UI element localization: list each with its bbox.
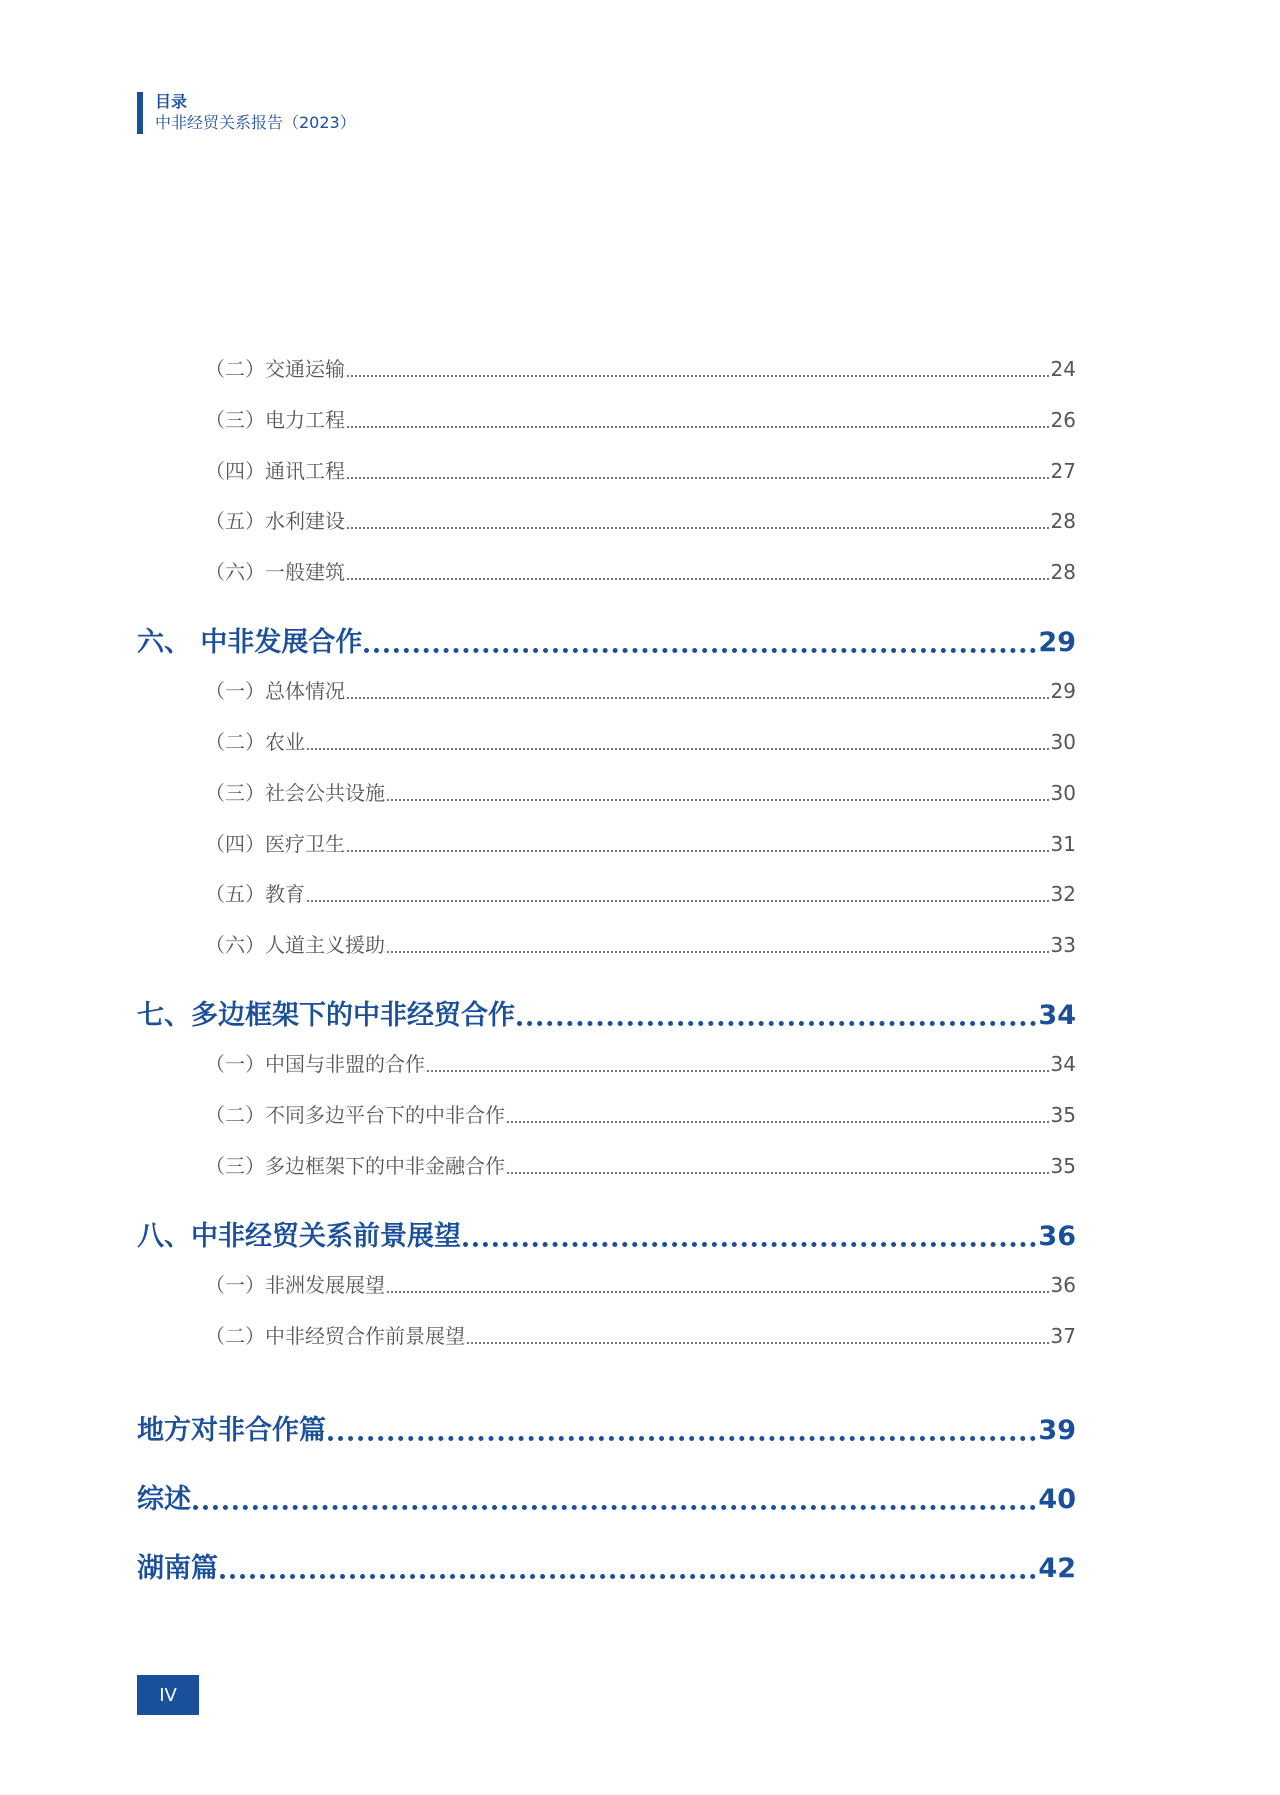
toc-entry-label: （一）总体情况 [205, 679, 345, 703]
toc-entry-label: （五）水利建设 [205, 509, 345, 533]
toc-entry[interactable] [205, 677, 1076, 705]
toc-entry-page: 36 [1050, 1273, 1076, 1297]
toc-entry-page: 33 [1050, 933, 1076, 957]
dot-leader [387, 1291, 1049, 1293]
toc-entry-label: （三）电力工程 [205, 408, 345, 432]
header-title: 目录 [155, 92, 188, 111]
dot-leader [517, 1021, 1036, 1026]
dot-leader [347, 527, 1049, 529]
dot-leader [307, 900, 1049, 902]
toc-entry-label: （二）农业 [205, 730, 305, 754]
dot-leader [507, 1172, 1049, 1174]
toc-chapter-label: 八、中非经贸关系前景展望 [137, 1221, 461, 1252]
toc-chapter-page: 34 [1038, 1000, 1076, 1031]
toc-part-label: 湖南篇 [137, 1553, 218, 1584]
toc-part-label: 综述 [137, 1484, 191, 1515]
header-subtitle: 中非经贸关系报告（2023） [155, 113, 356, 132]
toc-chapter[interactable] [137, 998, 1076, 1034]
toc-entry-label: （一）中国与非盟的合作 [205, 1052, 425, 1076]
toc-entry-page: 29 [1050, 679, 1076, 703]
dot-leader [347, 375, 1049, 377]
dot-leader [307, 748, 1049, 750]
toc-chapter-page: 36 [1038, 1221, 1076, 1252]
dot-leader [347, 426, 1049, 428]
toc-entry-page: 34 [1050, 1052, 1076, 1076]
dot-leader [427, 1070, 1049, 1072]
toc-part-label: 地方对非合作篇 [137, 1415, 326, 1446]
toc-entry[interactable] [205, 558, 1076, 586]
toc-part[interactable] [137, 1413, 1076, 1449]
toc-entry[interactable] [205, 355, 1076, 383]
toc-entry[interactable] [205, 728, 1076, 756]
toc-entry-page: 24 [1050, 357, 1076, 381]
dot-leader [347, 850, 1049, 852]
toc-entry[interactable] [205, 830, 1076, 858]
toc-entry-page: 35 [1050, 1103, 1076, 1127]
toc-entry[interactable] [205, 1050, 1076, 1078]
toc-entry[interactable] [205, 880, 1076, 908]
dot-leader [467, 1342, 1049, 1344]
toc-entry[interactable] [205, 406, 1076, 434]
toc-entry-label: （三）社会公共设施 [205, 781, 385, 805]
toc-entry-label: （六）一般建筑 [205, 560, 345, 584]
toc-entry-label: （五）教育 [205, 882, 305, 906]
toc-entry-label: （四）通讯工程 [205, 459, 345, 483]
toc-entry-page: 27 [1050, 459, 1076, 483]
toc-part[interactable] [137, 1482, 1076, 1518]
toc-entry[interactable] [205, 1101, 1076, 1129]
toc-entry-label: （二）中非经贸合作前景展望 [205, 1324, 465, 1348]
dot-leader [328, 1436, 1036, 1441]
toc-chapter[interactable] [137, 1219, 1076, 1255]
toc-part-page: 42 [1038, 1553, 1076, 1584]
toc-entry[interactable] [205, 507, 1076, 535]
dot-leader [347, 697, 1049, 699]
toc-part-page: 39 [1038, 1415, 1076, 1446]
toc-entry-label: （二）交通运输 [205, 357, 345, 381]
dot-leader [387, 951, 1049, 953]
dot-leader [220, 1574, 1036, 1579]
toc-entry-label: （四）医疗卫生 [205, 832, 345, 856]
toc-entry-page: 26 [1050, 408, 1076, 432]
dot-leader [364, 648, 1036, 653]
toc-part-page: 40 [1038, 1484, 1076, 1515]
toc-entry-page: 32 [1050, 882, 1076, 906]
dot-leader [463, 1242, 1036, 1247]
toc-entry-page: 30 [1050, 730, 1076, 754]
toc-chapter[interactable] [137, 625, 1076, 661]
toc-entry[interactable] [205, 931, 1076, 959]
toc-chapter-label: 七、多边框架下的中非经贸合作 [137, 1000, 515, 1031]
dot-leader [347, 477, 1049, 479]
toc-entry[interactable] [205, 1152, 1076, 1180]
toc-entry-page: 37 [1050, 1324, 1076, 1348]
page-number: IV [159, 1684, 177, 1706]
toc-chapter-page: 29 [1038, 627, 1076, 658]
toc-entry-page: 30 [1050, 781, 1076, 805]
dot-leader [193, 1505, 1036, 1510]
dot-leader [507, 1121, 1049, 1123]
toc-chapter-label: 六、 中非发展合作 [137, 627, 363, 658]
toc-entry-label: （三）多边框架下的中非金融合作 [205, 1154, 505, 1178]
dot-leader [347, 578, 1049, 580]
dot-leader [387, 799, 1049, 801]
toc-entry[interactable] [205, 1322, 1076, 1350]
toc-entry-page: 28 [1050, 560, 1076, 584]
toc-entry[interactable] [205, 779, 1076, 807]
toc-entry[interactable] [205, 1271, 1076, 1299]
toc-part[interactable] [137, 1551, 1076, 1587]
toc-entry-label: （六）人道主义援助 [205, 933, 385, 957]
toc-entry-page: 28 [1050, 509, 1076, 533]
toc-entry-label: （一）非洲发展展望 [205, 1273, 385, 1297]
page-number-badge [137, 1675, 199, 1715]
toc-entry[interactable] [205, 457, 1076, 485]
toc-entry-label: （二）不同多边平台下的中非合作 [205, 1103, 505, 1127]
toc-entry-page: 35 [1050, 1154, 1076, 1178]
toc-entry-page: 31 [1050, 832, 1076, 856]
